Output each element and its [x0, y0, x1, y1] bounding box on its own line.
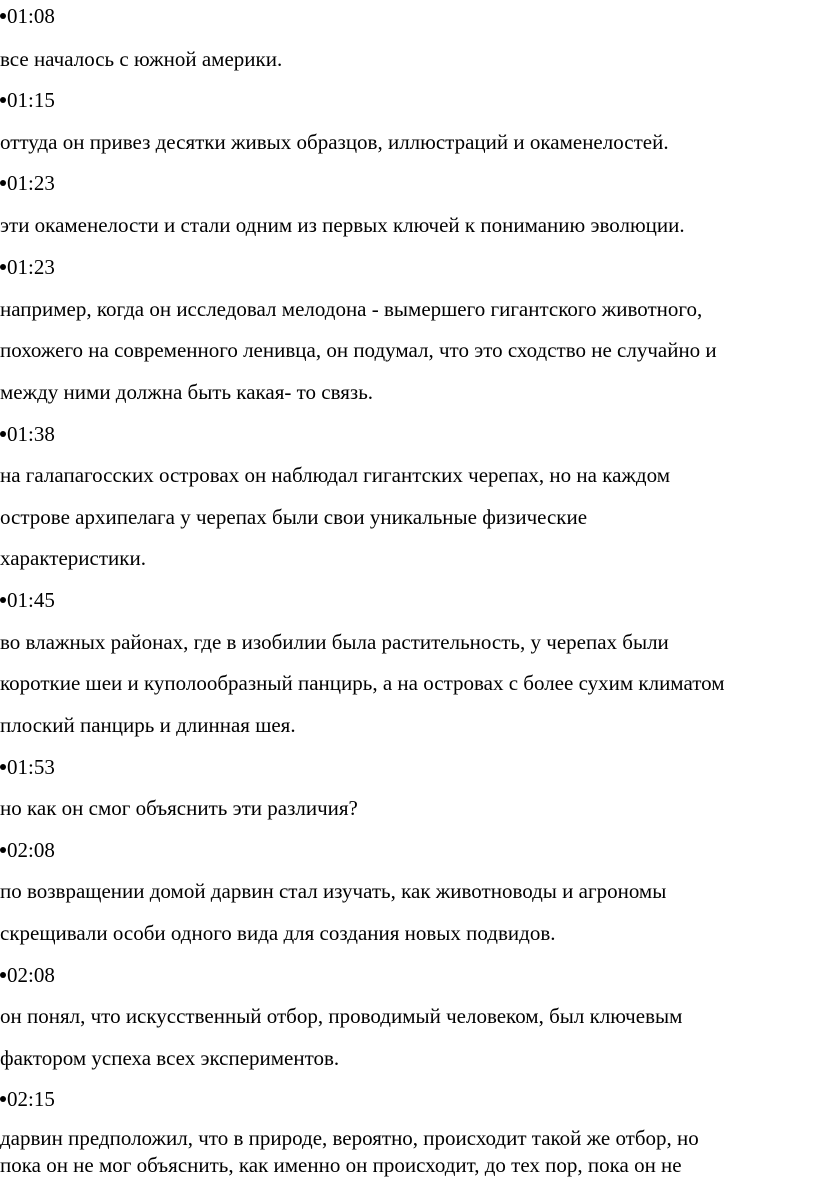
subtitle-line: но как он смог объяснить эти различия? [0, 796, 358, 820]
timestamp: 01:38 [0, 422, 55, 446]
bullet-icon [0, 13, 6, 19]
timestamp: 01:53 [0, 755, 55, 779]
bullet-icon [0, 431, 6, 437]
timestamp: 01:23 [0, 255, 55, 279]
timestamp: 01:08 [0, 4, 55, 28]
timestamp: 01:45 [0, 588, 55, 612]
subtitle-line: характеристики. [0, 546, 146, 570]
bullet-icon [0, 764, 6, 770]
subtitle-line: фактором успеха всех экспериментов. [0, 1046, 340, 1070]
subtitle-line: все началось с южной америки. [0, 47, 283, 71]
bullet-icon [0, 847, 6, 853]
subtitle-line: дарвин предположил, что в природе, вероятно, происходит такой же отбор, но [0, 1126, 699, 1150]
timestamp: 02:15 [0, 1087, 55, 1111]
subtitle-line: похожего на современного ленивца, он подумал, что это сходство не случайно и [0, 338, 717, 362]
bullet-icon [0, 97, 6, 103]
subtitle-line: оттуда он привез десятки живых образцов, иллюстраций и окаменелостей. [0, 130, 669, 154]
subtitle-line: эти окаменелости и стали одним из первых ключей к пониманию эволюции. [0, 213, 685, 237]
subtitle-line: плоский панцирь и длинная шея. [0, 713, 296, 737]
bullet-icon [0, 597, 6, 603]
timestamp: 02:08 [0, 963, 55, 987]
subtitle-line: например, когда он исследовал мелодона - вымершего гигантского животного, [0, 297, 703, 321]
subtitle-line: скрещивали особи одного вида для создания новых подвидов. [0, 921, 556, 945]
subtitle-line: во влажных районах, где в изобилии была растительность, у черепах были [0, 630, 669, 654]
timestamp: 02:08 [0, 838, 55, 862]
subtitle-line: короткие шеи и куполообразный панцирь, а на островах с более сухим климатом [0, 671, 725, 695]
bullet-icon [0, 180, 6, 186]
timestamp: 01:23 [0, 171, 55, 195]
bullet-icon [0, 264, 6, 270]
timestamp: 01:15 [0, 88, 55, 112]
bullet-icon [0, 972, 6, 978]
bullet-icon [0, 1096, 6, 1102]
subtitle-line: он понял, что искусственный отбор, проводимый человеком, был ключевым [0, 1004, 683, 1028]
subtitle-line: между ними должна быть какая- то связь. [0, 380, 374, 404]
subtitle-line: по возвращении домой дарвин стал изучать, как животноводы и агрономы [0, 879, 667, 903]
subtitle-line: на галапагосских островах он наблюдал гигантских черепах, но на каждом [0, 463, 670, 487]
subtitle-line: пока он не мог объяснить, как именно он происходит, до тех пор, пока он не [0, 1153, 682, 1177]
subtitle-line: острове архипелага у черепах были свои уникальные физические [0, 505, 588, 529]
